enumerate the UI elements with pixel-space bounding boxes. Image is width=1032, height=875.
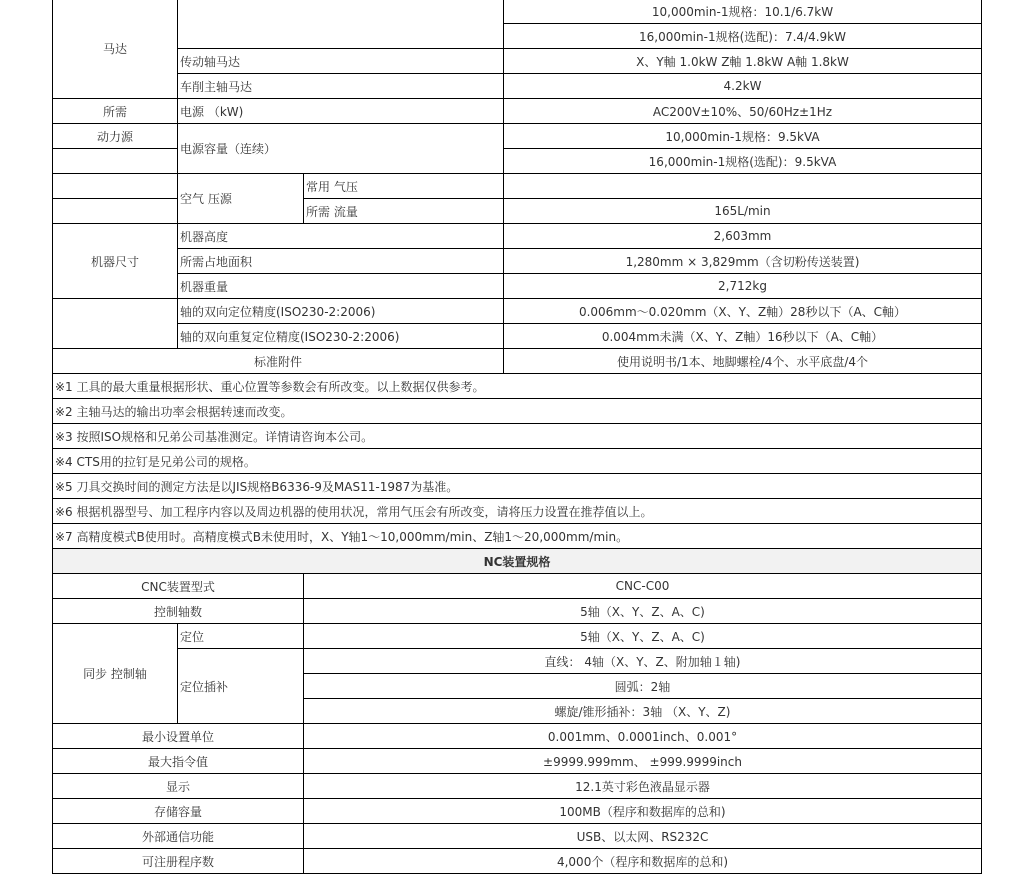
machine-weight-value: 2,712kg bbox=[503, 273, 982, 299]
air-pressure-value bbox=[503, 173, 982, 199]
footnote-2: ※2 主轴马达的输出功率会根据转速而改变。 bbox=[52, 398, 982, 424]
sync-positioning-label: 定位 bbox=[177, 623, 304, 649]
sync-axes-label: 同步 控制轴 bbox=[52, 623, 178, 724]
positioning-accuracy-label: 轴的双向定位精度(ISO230-2:2006) bbox=[177, 298, 504, 324]
programs-value: 4,000个（程序和数据库的总和) bbox=[303, 848, 982, 874]
power-label-line2: 动力源 bbox=[52, 123, 178, 149]
display-label: 显示 bbox=[52, 773, 304, 799]
cnc-model-value: CNC-C00 bbox=[303, 573, 982, 599]
max-command-label: 最大指令值 bbox=[52, 748, 304, 774]
power-label-line1: 所需 bbox=[52, 98, 178, 124]
feed-axis-motor-label: 传动轴马达 bbox=[177, 48, 504, 74]
machine-weight-label: 机器重量 bbox=[177, 273, 504, 299]
accessories-label: 标准附件 bbox=[52, 348, 504, 374]
floor-space-label: 所需占地面积 bbox=[177, 248, 504, 274]
programs-label: 可注册程序数 bbox=[52, 848, 304, 874]
air-empty-cell-top bbox=[52, 173, 178, 199]
power-capacity-label: 电源容量（连续） bbox=[177, 123, 504, 174]
footnote-3: ※3 按照ISO规格和兄弟公司基准测定。详情请咨询本公司。 bbox=[52, 423, 982, 449]
memory-value: 100MB（程序和数据库的总和) bbox=[303, 798, 982, 824]
footnote-4: ※4 CTS用的拉钉是兄弟公司的规格。 bbox=[52, 448, 982, 474]
air-flow-value: 165L/min bbox=[503, 198, 982, 224]
motor-section-label: 马达 bbox=[52, 0, 178, 99]
repeatability-label: 轴的双向重复定位精度(ISO230-2:2006) bbox=[177, 323, 504, 349]
memory-label: 存储容量 bbox=[52, 798, 304, 824]
cnc-model-label: CNC装置型式 bbox=[52, 573, 304, 599]
interpolation-label: 定位插补 bbox=[177, 648, 304, 724]
power-label-empty bbox=[52, 148, 178, 174]
repeatability-value: 0.004mm未满（X、Y、Z軸）16秒以下（A、C軸） bbox=[503, 323, 982, 349]
min-unit-value: 0.001mm、0.0001inch、0.001° bbox=[303, 723, 982, 749]
accessories-value: 使用说明书/1本、地脚螺栓/4个、水平底盘/4个 bbox=[503, 348, 982, 374]
display-value: 12.1英寸彩色液晶显示器 bbox=[303, 773, 982, 799]
communication-label: 外部通信功能 bbox=[52, 823, 304, 849]
accuracy-empty-label bbox=[52, 298, 178, 349]
max-command-value: ±9999.999mm、 ±999.9999inch bbox=[303, 748, 982, 774]
feed-axis-motor-value: X、Y軸 1.0kW Z軸 1.8kW A軸 1.8kW bbox=[503, 48, 982, 74]
footnote-6: ※6 根据机器型号、加工程序内容以及周边机器的使用状况，常用气压会有所改变，请将压力设置在推荐值以上。 bbox=[52, 498, 982, 524]
communication-value: USB、以太网、RS232C bbox=[303, 823, 982, 849]
power-capacity-16000-value: 16,000min-1规格(选配)：9.5kVA bbox=[503, 148, 982, 174]
interpolation-arc-value: 圆弧：2轴 bbox=[303, 673, 982, 699]
interpolation-linear-value: 直线： 4轴（X、Y、Z、附加轴１轴) bbox=[303, 648, 982, 674]
power-supply-value: AC200V±10%、50/60Hz±1Hz bbox=[503, 98, 982, 124]
footnote-7: ※7 高精度模式B使用时。高精度模式B未使用时，X、Y轴1～10,000mm/min、Z轴1～20,000mm/min。 bbox=[52, 523, 982, 549]
air-pressure-label: 常用 气压 bbox=[303, 173, 504, 199]
spindle-motor-label-cell bbox=[177, 0, 504, 49]
dimensions-label: 机器尺寸 bbox=[52, 223, 178, 299]
turning-spindle-motor-label: 车削主轴马达 bbox=[177, 73, 504, 99]
machine-height-value: 2,603mm bbox=[503, 223, 982, 249]
air-flow-label: 所需 流量 bbox=[303, 198, 504, 224]
power-supply-label: 电源 （kW) bbox=[177, 98, 504, 124]
floor-space-value: 1,280mm × 3,829mm（含切粉传送装置) bbox=[503, 248, 982, 274]
power-capacity-10000-value: 10,000min-1规格：9.5kVA bbox=[503, 123, 982, 149]
footnote-5: ※5 刀具交换时间的测定方法是以JIS规格B6336-9及MAS11-1987为基准。 bbox=[52, 473, 982, 499]
spindle-10000-value: 10,000min-1规格：10.1/6.7kW bbox=[503, 0, 982, 24]
spindle-16000-value: 16,000min-1规格(选配)：7.4/4.9kW bbox=[503, 23, 982, 49]
machine-height-label: 机器高度 bbox=[177, 223, 504, 249]
air-source-label: 空气 压源 bbox=[177, 173, 304, 224]
control-axes-label: 控制轴数 bbox=[52, 598, 304, 624]
interpolation-helical-value: 螺旋/锥形插补：3轴 （X、Y、Z) bbox=[303, 698, 982, 724]
control-axes-value: 5轴（X、Y、Z、A、C) bbox=[303, 598, 982, 624]
turning-spindle-motor-value: 4.2kW bbox=[503, 73, 982, 99]
positioning-accuracy-value: 0.006mm～0.020mm（X、Y、Z軸）28秒以下（A、C軸） bbox=[503, 298, 982, 324]
footnote-1: ※1 工具的最大重量根据形状、重心位置等参数会有所改变。以上数据仅供参考。 bbox=[52, 373, 982, 399]
nc-spec-header: NC装置规格 bbox=[52, 548, 982, 574]
min-unit-label: 最小设置单位 bbox=[52, 723, 304, 749]
air-empty-cell-bottom bbox=[52, 198, 178, 224]
sync-positioning-value: 5轴（X、Y、Z、A、C) bbox=[303, 623, 982, 649]
